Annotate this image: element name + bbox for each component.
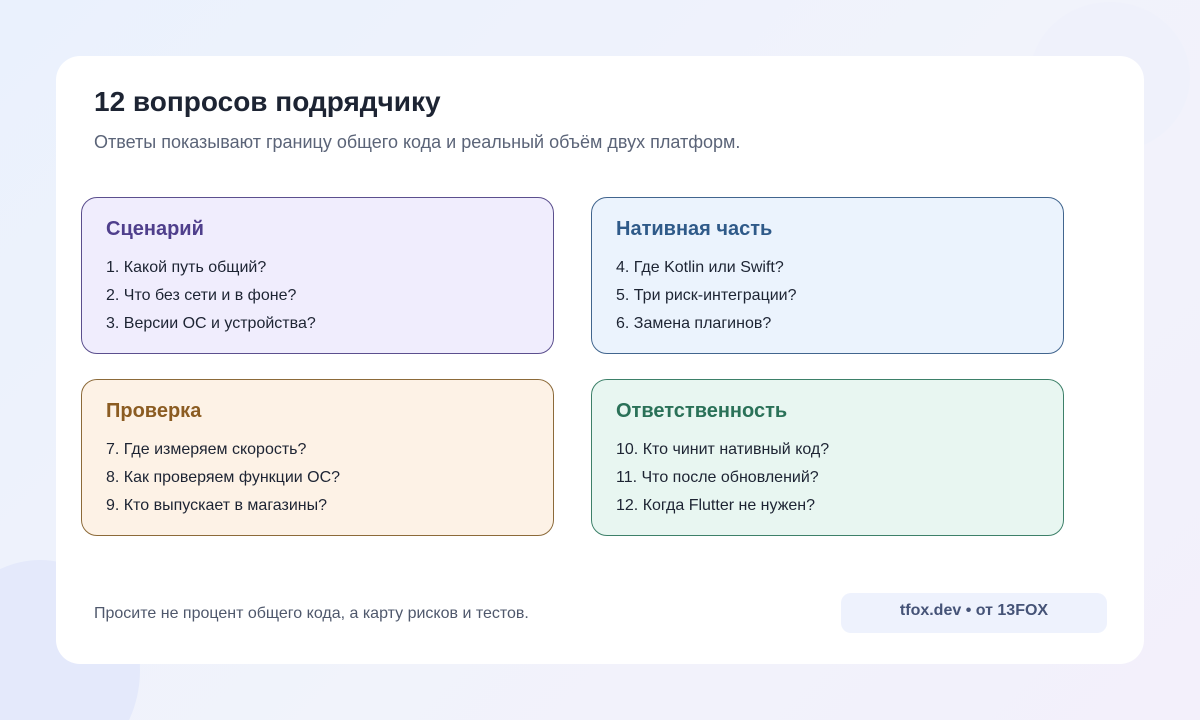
card-title: Нативная часть	[616, 218, 773, 240]
question-item: 6. Замена плагинов?	[616, 315, 772, 332]
question-item: 2. Что без сети и в фоне?	[106, 287, 297, 304]
page-subtitle: Ответы показывают границу общего кода и реальный объём двух платформ.	[94, 132, 741, 152]
question-item: 1. Какой путь общий?	[106, 259, 267, 276]
question-item: 4. Где Kotlin или Swift?	[616, 259, 784, 276]
question-item: 10. Кто чинит нативный код?	[616, 441, 830, 458]
brand-badge: tfox.dev • от 13FOX	[841, 593, 1107, 633]
question-list	[616, 259, 797, 343]
question-item: 8. Как проверяем функции ОС?	[106, 469, 341, 486]
question-item: 9. Кто выпускает в магазины?	[106, 497, 328, 514]
card-responsibility	[591, 379, 1064, 536]
question-list	[106, 259, 316, 343]
question-item: 7. Где измеряем скорость?	[106, 441, 307, 458]
main-panel	[56, 56, 1144, 664]
page-title: 12 вопросов подрядчику	[94, 86, 441, 117]
card-verification	[81, 379, 554, 536]
card-title: Ответственность	[616, 400, 788, 422]
question-list	[616, 441, 829, 525]
question-item: 3. Версии ОС и устройства?	[106, 315, 316, 332]
question-list	[106, 441, 340, 525]
card-scenario	[81, 197, 554, 354]
card-title: Сценарий	[106, 218, 204, 240]
footer-note: Просите не процент общего кода, а карту рисков и тестов.	[94, 605, 529, 622]
question-item: 12. Когда Flutter не нужен?	[616, 497, 816, 514]
question-item: 5. Три риск-интеграции?	[616, 287, 797, 304]
card-title: Проверка	[106, 400, 202, 422]
question-item: 11. Что после обновлений?	[616, 469, 819, 486]
card-native-part	[591, 197, 1064, 354]
